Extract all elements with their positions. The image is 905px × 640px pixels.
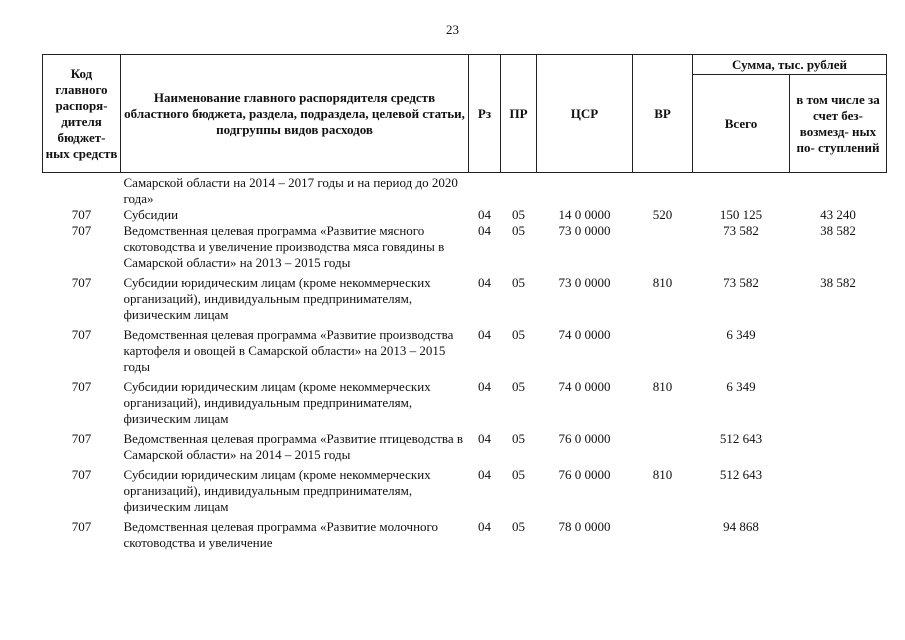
row-code: 707 xyxy=(71,275,92,290)
row-rz: 04 xyxy=(478,275,491,290)
row-csr xyxy=(537,173,633,208)
row-pr: 05 xyxy=(512,223,525,238)
row-rz: 04 xyxy=(478,207,491,222)
row-pr: 05 xyxy=(512,467,525,482)
row-incl: 38 582 xyxy=(820,275,856,290)
row-total: 73 582 xyxy=(723,223,759,238)
row-name: Субсидии юридическим лицам (кроме некоммерческих организаций), индивидуальным предпринимателям, физическим лицам xyxy=(123,467,431,514)
row-name: Субсидии юридическим лицам (кроме некоммерческих организаций), индивидуальным предпринимателям, физическим лицам xyxy=(123,379,431,426)
header-incl: в том числе за счет без- возмезд- ных по- ступлений xyxy=(790,75,887,173)
row-vr xyxy=(633,323,693,375)
row-pr: 05 xyxy=(512,275,525,290)
row-incl xyxy=(790,463,887,515)
row-vr: 810 xyxy=(652,379,673,394)
row-csr: 73 0 0000 xyxy=(558,275,611,290)
table-row xyxy=(43,207,887,223)
row-csr: 73 0 0000 xyxy=(558,223,611,238)
row-total: 6 349 xyxy=(726,327,756,342)
header-pr: ПР xyxy=(501,55,537,173)
row-code: 707 xyxy=(71,379,92,394)
row-vr: 520 xyxy=(652,207,673,222)
row-name: Ведомственная целевая программа «Развитие молочного скотоводства и увеличение xyxy=(123,519,439,550)
header-name: Наименование главного распорядителя средств областного бюджета, раздела, подраздела, целевой статьи, подгруппы видов расходов xyxy=(121,55,469,173)
header-rz: Рз xyxy=(469,55,501,173)
header-total: Всего xyxy=(693,75,790,173)
row-name: Субсидии юридическим лицам (кроме некоммерческих организаций), индивидуальным предпринимателям, физическим лицам xyxy=(123,275,431,322)
row-code xyxy=(43,173,121,208)
row-vr xyxy=(633,515,693,551)
row-csr: 14 0 0000 xyxy=(558,207,611,222)
row-pr: 05 xyxy=(512,327,525,342)
row-total: 6 349 xyxy=(726,379,756,394)
table-header xyxy=(43,55,887,173)
row-code: 707 xyxy=(71,223,92,238)
table-row xyxy=(43,427,887,463)
row-pr: 05 xyxy=(512,207,525,222)
row-rz: 04 xyxy=(478,379,491,394)
row-incl xyxy=(790,173,887,208)
row-rz xyxy=(469,173,501,208)
header-csr: ЦСР xyxy=(537,55,633,173)
table-body xyxy=(43,173,887,552)
budget-table xyxy=(42,54,887,551)
row-total: 512 643 xyxy=(719,431,763,446)
row-total: 150 125 xyxy=(719,207,763,222)
header-code: Код главного распоря- дителя бюджет- ных средств xyxy=(43,55,121,173)
table-row xyxy=(43,375,887,427)
row-code: 707 xyxy=(71,467,92,482)
row-total xyxy=(693,173,790,208)
row-incl xyxy=(790,323,887,375)
row-vr xyxy=(633,173,693,208)
table-row xyxy=(43,515,887,551)
row-vr xyxy=(633,223,693,271)
row-pr: 05 xyxy=(512,379,525,394)
row-rz: 04 xyxy=(478,223,491,238)
row-csr: 76 0 0000 xyxy=(558,431,611,446)
row-code: 707 xyxy=(71,207,92,222)
row-vr: 810 xyxy=(652,467,673,482)
row-rz: 04 xyxy=(478,519,491,534)
row-total: 512 643 xyxy=(719,467,763,482)
row-incl xyxy=(790,427,887,463)
row-incl: 38 582 xyxy=(820,223,856,238)
row-total: 73 582 xyxy=(723,275,759,290)
row-code: 707 xyxy=(71,519,92,534)
table-row xyxy=(43,223,887,271)
table-row xyxy=(43,271,887,323)
row-name: Ведомственная целевая программа «Развитие птицеводства в Самарской области» на 2014 – 2015 годы xyxy=(123,431,464,462)
row-code: 707 xyxy=(71,327,92,342)
row-csr: 76 0 0000 xyxy=(558,467,611,482)
row-csr: 78 0 0000 xyxy=(558,519,611,534)
header-sum: Сумма, тыс. рублей xyxy=(693,55,887,75)
row-csr: 74 0 0000 xyxy=(558,379,611,394)
header-vr: ВР xyxy=(633,55,693,173)
row-incl: 43 240 xyxy=(820,207,856,222)
row-incl xyxy=(790,375,887,427)
row-name: Ведомственная целевая программа «Развитие производства картофеля и овощей в Самарской области» на 2013 – 2015 годы xyxy=(123,327,454,374)
row-total: 94 868 xyxy=(723,519,759,534)
row-name: Самарской области на 2014 – 2017 годы и на период до 2020 года» xyxy=(123,175,458,206)
page-number: 23 xyxy=(446,22,459,37)
table-row xyxy=(43,173,887,208)
row-rz: 04 xyxy=(478,327,491,342)
row-incl xyxy=(790,515,887,551)
table-row xyxy=(43,463,887,515)
row-code: 707 xyxy=(71,431,92,446)
row-pr xyxy=(501,173,537,208)
row-rz: 04 xyxy=(478,467,491,482)
table-row xyxy=(43,323,887,375)
row-vr: 810 xyxy=(652,275,673,290)
row-pr: 05 xyxy=(512,519,525,534)
row-name: Ведомственная целевая программа «Развитие мясного скотоводства и увеличение производства мяса говядины в Самарской области» на 2013 – 2015 годы xyxy=(123,223,445,270)
row-vr xyxy=(633,427,693,463)
row-rz: 04 xyxy=(478,431,491,446)
row-name: Субсидии xyxy=(123,207,179,222)
row-pr: 05 xyxy=(512,431,525,446)
row-csr: 74 0 0000 xyxy=(558,327,611,342)
